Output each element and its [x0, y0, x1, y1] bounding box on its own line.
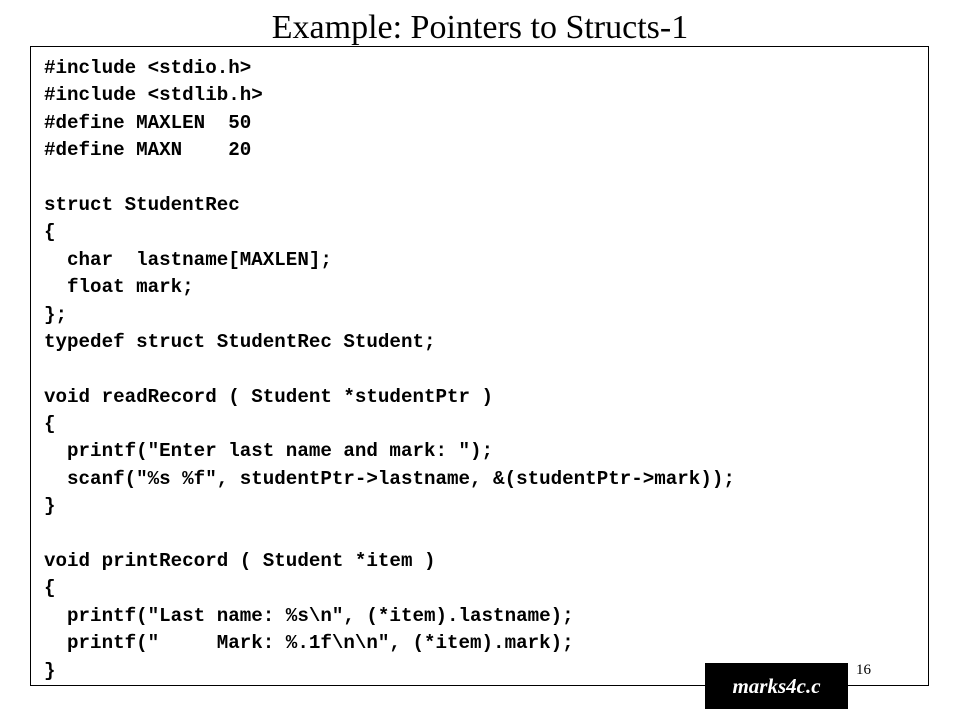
- code-line: {: [44, 413, 56, 436]
- code-line: char lastname[MAXLEN];: [44, 248, 332, 271]
- slide-title: Example: Pointers to Structs-1: [271, 9, 689, 46]
- code-listing: [44, 55, 735, 685]
- code-line: }: [44, 659, 56, 682]
- code-line: {: [44, 221, 56, 244]
- watermark-label: marks4c.c: [705, 663, 848, 709]
- page-number: 16: [856, 662, 871, 678]
- code-line: [44, 165, 735, 192]
- code-line: struct StudentRec: [44, 193, 240, 216]
- code-line: [44, 521, 735, 548]
- code-line: void readRecord ( Student *studentPtr ): [44, 385, 494, 408]
- code-line: }: [44, 495, 56, 518]
- code-line: #define MAXN 20: [44, 139, 252, 162]
- code-line: printf(" Mark: %.1f\n\n", (*item).mark);: [44, 632, 574, 655]
- code-line: };: [44, 303, 68, 326]
- code-line: scanf("%s %f", studentPtr->lastname, &(studentPtr->mark));: [44, 467, 735, 490]
- code-line: typedef struct StudentRec Student;: [44, 330, 436, 353]
- code-line: printf("Last name: %s\n", (*item).lastname);: [44, 604, 574, 627]
- code-line: #define MAXLEN 50: [44, 111, 252, 134]
- code-listing-box: [30, 46, 929, 686]
- code-line: {: [44, 577, 56, 600]
- code-line: void printRecord ( Student *item ): [44, 550, 436, 573]
- code-line: #include <stdio.h>: [44, 57, 252, 79]
- code-line: [44, 356, 735, 383]
- code-line: float mark;: [44, 276, 194, 299]
- code-line: printf("Enter last name and mark: ");: [44, 440, 494, 463]
- code-line: #include <stdlib.h>: [44, 84, 263, 107]
